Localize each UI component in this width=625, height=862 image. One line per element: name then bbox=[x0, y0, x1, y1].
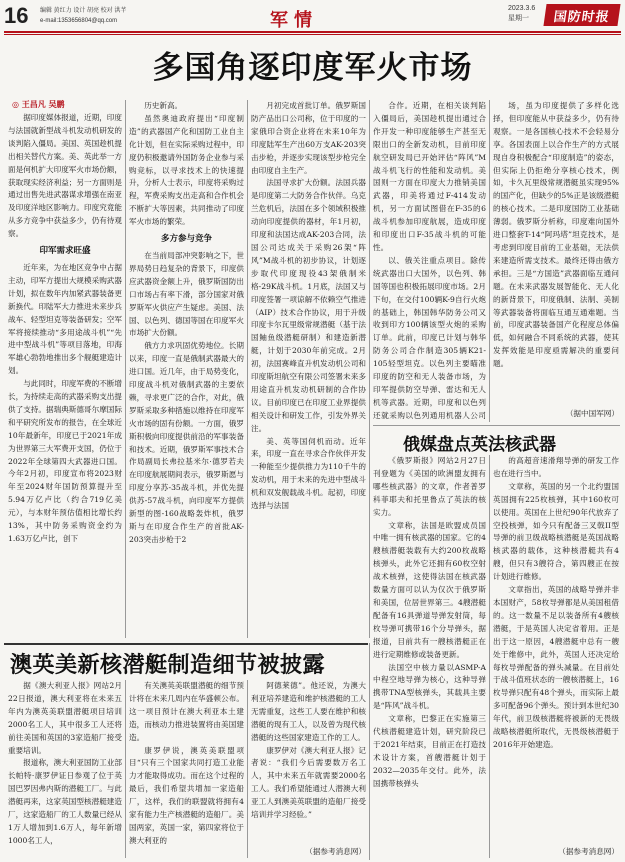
column-divider bbox=[125, 680, 126, 858]
paragraph: 阿德莱德”。他还说，为澳大利亚培养建造和维护核潜艇的工人无需重复，这些工人要在维护和核潜艇的现有工人，以及曾为现代核潜艇的这些国家建造工作的工人。 bbox=[251, 681, 366, 742]
paragraph: 在当前局部冲突影响之下，世界局势日趋复杂的背景下，印度供应武器资金额上升，俄罗斯国防出口市场占有率下滑，部分国家对俄罗斯军火供应产生疑虑。美国、法国、以色列、德国等国在印度军火市场扩大份额。 bbox=[129, 250, 244, 338]
article1-column-3 bbox=[251, 100, 366, 640]
paragraph: 文章称，巴黎正在实施第三代核潜艇建造计划，研究阶段已于2021年结束，目前正在打造技术设计方案，首艘潜艇计划于2032—2035年交付。此外，法国携带核弹头 bbox=[373, 714, 486, 788]
article3-column-2 bbox=[129, 680, 244, 860]
article3-signature: （据参考消息网） bbox=[305, 847, 366, 856]
column-divider bbox=[247, 100, 248, 638]
article1-headline: 多国角逐印度军火市场 bbox=[152, 50, 473, 86]
paragraph: 文章称，法国是欧盟成员国中唯一拥有核武器的国家。它的4艘核潜艇装载有大约200枚战略核弹头，此外它还拥有60枚空射战术核弹，这使得法国在核武器数量方面可以认为仅次于俄罗斯和美国，位居世界第三。4艘潜艇配备有16具弹道导弹发射筒，每枚导弹可携带16个分导弹头，据报道，目前共有一艘核潜艇正在进行定期维修或装备更新。 bbox=[373, 520, 486, 659]
subheading: 多方参与竞争 bbox=[160, 234, 212, 245]
page-number: 16 bbox=[4, 3, 29, 28]
article3-column-1 bbox=[8, 680, 122, 860]
weekday-line: 星期一 bbox=[508, 15, 529, 22]
paragraph: 与此同时，印度军费的不断增长，为持续走高的武器采购支出提供了支持。据瑞典斯德哥尔摩国际和平研究所发布的报告，在全球近10年最新年，印度已于2021年成为世界第三大军费开支国，仍位于2022年全球第四大武器进口国。今年2月初，印度宣布将2023财年至2024财年国防预算提升至5.94万亿卢比（约合719亿美元），与本财年预估值相比增长约13%，其中防务采购资金约为1.63万亿卢比，创下 bbox=[8, 379, 122, 543]
paragraph: 历史新高。 bbox=[144, 101, 183, 110]
column-divider bbox=[369, 643, 370, 860]
paragraph: 俄方力求巩固优势地位。长期以来，印度一直是俄制武器最大的进口国。近几年，由于局势变化，印度战斗机对俄制武器的主要依赖，寻求更广泛的合作，对此，俄罗斯采取多种措施以维持在印度军火市场的固有份额。一方面，俄罗斯积极向印度提供前沿的军事装备和技术。近期，俄罗斯军事技术合作局副局长弗拉基米尔·德罗若夫在印度航展期间表示，俄罗斯愿与印度分享苏-35战斗机，并优先提供苏-57战斗机，向印度军方提供新型的图-160战略轰炸机，俄罗斯与在印度合作生产的首批AK-203突击步枪于2 bbox=[129, 341, 244, 544]
article3-column-3 bbox=[251, 680, 366, 846]
paragraph: 虽然奥迪政府提出“印度制造”的武器国产化和国防工业自主化计划，但在实际采购过程中，印度仍积极邀请外国防务企业参与采购竞标，以寻求技术上的快速提升，分析人士表示，印度将采购过程，军费采购支出走高和合作机会不断扩大等因素，共同推动了印度军火市场的繁荣。 bbox=[129, 113, 244, 227]
paragraph: 据《澳大利亚人报》网站2月22日报道，澳大利亚将在未来五年内为澳英美联盟潜艇项目培训2000名工人，其中很多工人还将前往美国和英国的3家造船厂接受重要培训。 bbox=[8, 681, 122, 755]
editor-credits bbox=[40, 6, 126, 26]
article1-column-2 bbox=[129, 100, 244, 640]
article1-signature-box bbox=[493, 408, 619, 422]
subheading: 印军需求旺盛 bbox=[39, 246, 91, 257]
article3-signature-box bbox=[251, 846, 366, 860]
email-line: e-mail:1353656804@qq.com bbox=[40, 18, 118, 24]
paragraph: 康罗伊说，澳英美联盟项目“只有三个国家共同打造工业能力才能取得成功。而在这个过程的最后，我们希望共增加一家造船厂，这样，我们的联盟就将拥有4家有能力生产核潜艇的造船厂。美国两家，英国一家，第四家将位于澳大利亚的 bbox=[129, 745, 244, 845]
article1-column-4 bbox=[373, 100, 486, 420]
paragraph: 美、英等国伺机而动。近年来，印度一直在寻求合作伙伴开发一种能至少提供推力为110千牛的发动机，用于未来的先进中型战斗机和双发舰载战斗机。起初，印度选择与法国 bbox=[251, 436, 366, 511]
article2-column-2 bbox=[493, 455, 619, 848]
article1-signature: （据中国军网） bbox=[565, 409, 619, 418]
header-rule-thin bbox=[4, 34, 621, 35]
section-divider bbox=[4, 643, 368, 645]
paragraph: 合作。近期，在相关谈判陷入僵局后，美国趁机提出通过合作开发一种印度能够生产甚至无限出口的全新发动机，目前印度航空研发局已开始评估“阵风”M战斗机飞行的性能和发动机。美国则一方面在印度大力推销美国武器，印美将通过F-414发动机，另一方面试图借在F-35的6战斗机参加印度航展，造成印度和印度出口F-35战斗机的可能性。 bbox=[373, 101, 486, 252]
column-divider bbox=[489, 100, 490, 422]
column-divider bbox=[369, 100, 370, 638]
paragraph: 近年来，为在地区竞争中占据主动，印军方提出大规模采购武器计划，拟在数年内加紧武器装备更新换代。印陆军大力推进未来步兵战车、轻型坦克等装备研发；空军军将接续推动“多用途战斗机”“先进中型战斗机”等项目落地，印海军雄心勃勃地推出多个舰艇建造计划。 bbox=[8, 262, 122, 376]
paragraph: 文章指出，英国的战略导弹并非本国财产，58枚导弹都是从美国租借的。这一数量不足以装备所有4艘核潜艇，于是英国人决定省着用。正是出于这一原因，4艘潜艇中总有一艘处于维修中，此外，英国人还决定给每枚导弹配备的弹头减量。在目前处于战斗值班状态的一艘核潜艇上，16枚导弹只配有48个弹头，而实际上最多可配备96个弹头。预计到本世纪30年代，前卫级核潜艇将被新的无畏级战略核潜艇所取代，无畏级核潜艇于2016年开始建造。 bbox=[493, 585, 619, 749]
paragraph: 文章称，英国的另一个北约盟国英国拥有225枚核弹，其中160枚可以使用。英国在上世纪90年代放弃了空投核弹，如今只有配备三叉戟II型导弹的前卫级战略核潜艇是英国战略核武器的载体，这种核潜艇共有4艘，但只有3艘符合，第四艘正在按计划进行维修。 bbox=[493, 481, 619, 582]
column-divider bbox=[125, 100, 126, 638]
paragraph: 有关澳英美联盟潜艇的细节预计将在未来几周内在华盛顿公布。这一项目预计在澳大利亚本土建造，而核动力推进装置将由美国建造。 bbox=[129, 681, 244, 742]
paragraph: 场，虽为印度提供了多样化选择，但印度能从中获益多少，仍有待观察。一是各国核心技术不会轻易分享。各国表面上以合作生产的方式展现自身积极配合“印度制造”的姿态，但实际上仍拒绝分享核心技术，例如，卡久瓦里级常规潜艇虽实现95%的国产化，但缺少的5%正是该级潜艇的核心技术。二是印度国防工业基础薄弱。俄罗斯分析称，印度难向国外进口整套T-14“阿玛塔”坦克技术，是考虑到印度目前的工业基础，无法供来建造所需支技术。最终还得由俄方承担。三是“方国造”武器面临互通问题。在未来武器发展智能化、无人化的新背景下，印度俄制、法制、美制等武器装备将面临互通互通难题。当前，印度武器装备国产化程度总体偏低，如何融合不同系统的武器，使其发挥效能是印度亟需解决的重要问题。 bbox=[493, 101, 619, 369]
article1-column-5 bbox=[493, 100, 619, 410]
paragraph: 报道称，澳大利亚国防工业部长帕特·康罗伊证日参观了位于英国巴罗因弗内斯的潜艇工厂。与此潜艇再来，这家英国型核潜艇建造厂，这家造船厂的工人数量已经从1万人增加到1.6万人，每年新增1000名工人， bbox=[8, 758, 122, 845]
article2-signature: （据参考消息网） bbox=[558, 847, 619, 856]
paragraph: 《俄罗斯报》网站2月27日刊登题为《美国的欧洲盟友拥有哪些核武器》的文章，作者普罗科菲耶夫和托里鲁点了英法的核实力。 bbox=[373, 456, 486, 517]
issue-date bbox=[508, 4, 535, 24]
article3-headline: 澳英美新核潜艇制造细节被披露 bbox=[10, 653, 326, 678]
editors-line: 编辑 黄红力 设计 胡亮 校对 洪芊 bbox=[40, 8, 127, 14]
article1-byline: ◎ 王昌凡 吴鹏 bbox=[12, 100, 65, 109]
paragraph: 康罗伊对《澳大利亚人报》记者说：“我们今后需要数万名工人，其中未来五年就需要2000名工人。我们希望能通过人潜澳大利亚工人到澳美英联盟的造船厂接受培训并学习经验。” bbox=[251, 745, 366, 820]
newspaper-logo: 国防时报 bbox=[543, 4, 620, 26]
paragraph: 以、俄关注重点项目。除传统武器出口大国外，以色列、韩国等国也积极拓展印度市场。2月下旬，在交付100辆K-9自行火炮的基础上，韩国韩华防务公司又收到印方100辆该型火炮的采购订单。此前，印度已计划与韩华防务公司合作制造305辆K21-105轻型坦克。以色列主要瞄准印度的防空和无人装备市场，为印军提供防空导弹、雷达和无人机等武器。近期，印度和以色列还就采购以色列通用机器人公司 bbox=[373, 255, 486, 420]
date-line: 2023.3.6 bbox=[508, 5, 536, 12]
article2-signature-box bbox=[493, 846, 619, 860]
paragraph: 据印度媒体报道，近期，印度与法国就新型战斗机发动机研发的谈判陷入僵局。美国、英国趁机提出相关替代方案。美、英此举一方面是何机扩大印度军火市场份额，获取现实经济利益；另一方面则是通过出售先进武器谋求增强在南亚及印度洋地区影响力。印度究竟能从多方竞争中获益多少，仍有待观察。 bbox=[8, 113, 122, 239]
paragraph: 法国空中核力量以ASMP-A中程空地导弹为核心，这种导弹携带TNA型核弹头，其载具主要是“阵风”战斗机。 bbox=[373, 662, 486, 711]
paragraph: 的高超音速滑翔导弹的研发工作也在进行当中。 bbox=[493, 456, 619, 478]
article2-column-1 bbox=[373, 455, 486, 860]
section-divider bbox=[373, 425, 620, 426]
article2-headline: 俄媒盘点英法核武器 bbox=[403, 435, 556, 455]
article1-column-1 bbox=[8, 112, 122, 640]
column-divider bbox=[489, 455, 490, 858]
section-title: 军情 bbox=[270, 10, 318, 31]
header-rule bbox=[4, 31, 621, 33]
paragraph: 月初完成首批订单。俄罗斯国防产品出口公司称，位于印度的一家俄印合资企业将在未来10年为印度陆军生产出60万支AK-203突击步枪，并逐步实现该型步枪完全由印度自主生产。 bbox=[251, 101, 366, 175]
column-divider bbox=[247, 680, 248, 858]
paragraph: 法国寻求扩大份额。法国兵器是印度第二大防务合作伙伴。乌克兰危机后，法国在多个领域积极推动向印度提供的器材，年1月初，印度和法国达成AK-203合同，法国公司达成关于采购26架“阵风”M战斗机的初步协议，计划逐步取代印度现役43架俄制米格-29K战斗机。1月底，法国又与印度签署一项谅解不依赖空气推进（AIP）技术合作协议，用于升级印度卡尔瓦里级常规潜艇（基于法国鲉鱼级潜艇研制）和建造新潜艇，计划于2030年前完成。2月初，法国赛峰直升机发动机公司和印度斯坦航空有限公司签署未来多用途直升机发动机研制的合作协议。目前印度已在印度工业界提供相关设计和研发工作，引发外界关注。 bbox=[251, 178, 366, 433]
